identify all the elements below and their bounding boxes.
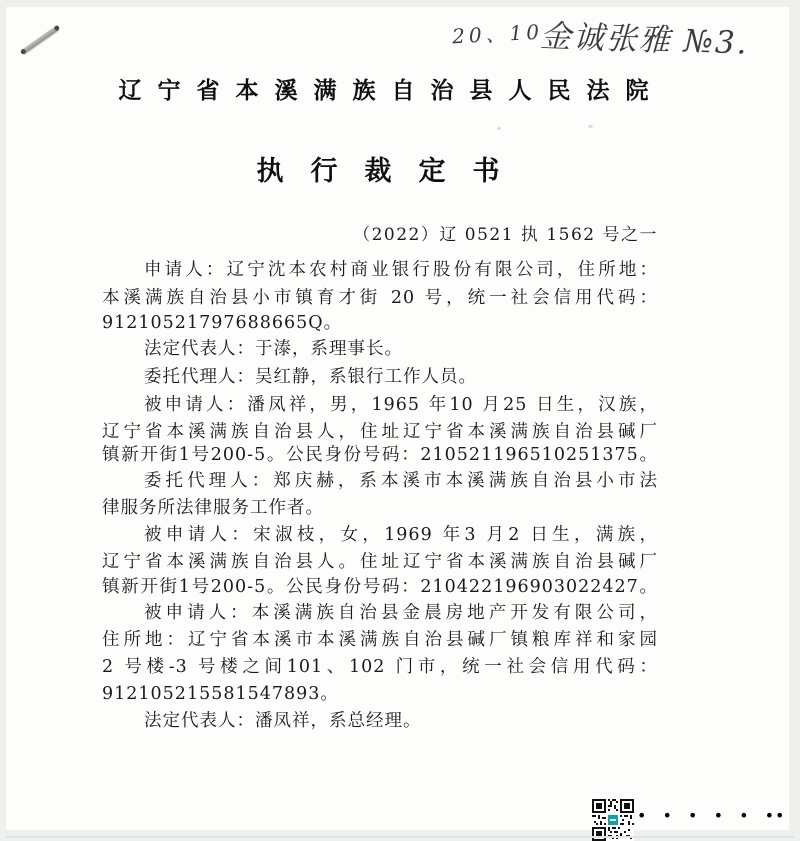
case-number: （2022）辽 0521 执 1562 号之一 xyxy=(353,225,658,245)
document-title: 执行裁定书 xyxy=(256,156,527,187)
body-line: 91210521797688665Q。 xyxy=(102,313,343,333)
body-line: 法定代表人：潘凤祥，系总经理。 xyxy=(144,711,422,731)
scan-speck xyxy=(497,127,501,130)
body-line: 被申请人：宋淑枝，女，1969 年3 月2 日生，满族， xyxy=(144,525,658,545)
scan-edge-line xyxy=(6,836,794,838)
body-line: 2 号楼-3 号楼之间101、102 门市，统一社会信用代码： xyxy=(102,657,658,677)
body-line: 申请人：辽宁沈本农村商业银行股份有限公司，住所地： xyxy=(144,260,658,280)
qr-code xyxy=(592,799,634,841)
handwritten-signature: 金诚张雅 №3. xyxy=(539,18,750,62)
body-line: 912105215581547893。 xyxy=(102,684,339,704)
body-line: 镇新开街1号200-5。公民身份号码：210521196510251375。 xyxy=(102,445,658,465)
body-line: 镇新开街1号200-5。公民身份号码：210422196903022427。 xyxy=(102,577,658,597)
handwritten-date: 20、10 xyxy=(451,19,544,49)
ellipsis-dots: • • • • • •• xyxy=(637,806,786,825)
body-line: 委托代理人：吴红静，系银行工作人员。 xyxy=(144,367,477,387)
body-line: 律服务所法律服务工作者。 xyxy=(102,498,324,518)
body-line: 本溪满族自治县小市镇育才街 20 号，统一社会信用代码： xyxy=(102,288,658,308)
body-line: 委托代理人：郑庆赫，系本溪市本溪满族自治县小市法 xyxy=(144,471,658,491)
court-name: 辽宁省本溪满族自治县人民法院 xyxy=(118,77,665,104)
body-line: 辽宁省本溪满族自治县人，住址辽宁省本溪满族自治县碱厂 xyxy=(102,422,658,442)
body-line: 住所地：辽宁省本溪市本溪满族自治县碱厂镇粮库祥和家园 xyxy=(102,630,658,650)
body-line: 辽宁省本溪满族自治县人。住址辽宁省本溪满族自治县碱厂 xyxy=(102,552,658,572)
body-line: 法定代表人：于溙，系理事长。 xyxy=(144,339,403,359)
body-line: 被申请人：本溪满族自治县金晨房地产开发有限公司， xyxy=(144,603,658,623)
body-line: 被申请人：潘凤祥，男，1965 年10 月25 日生，汉族， xyxy=(144,395,658,415)
scan-speck xyxy=(588,125,593,128)
